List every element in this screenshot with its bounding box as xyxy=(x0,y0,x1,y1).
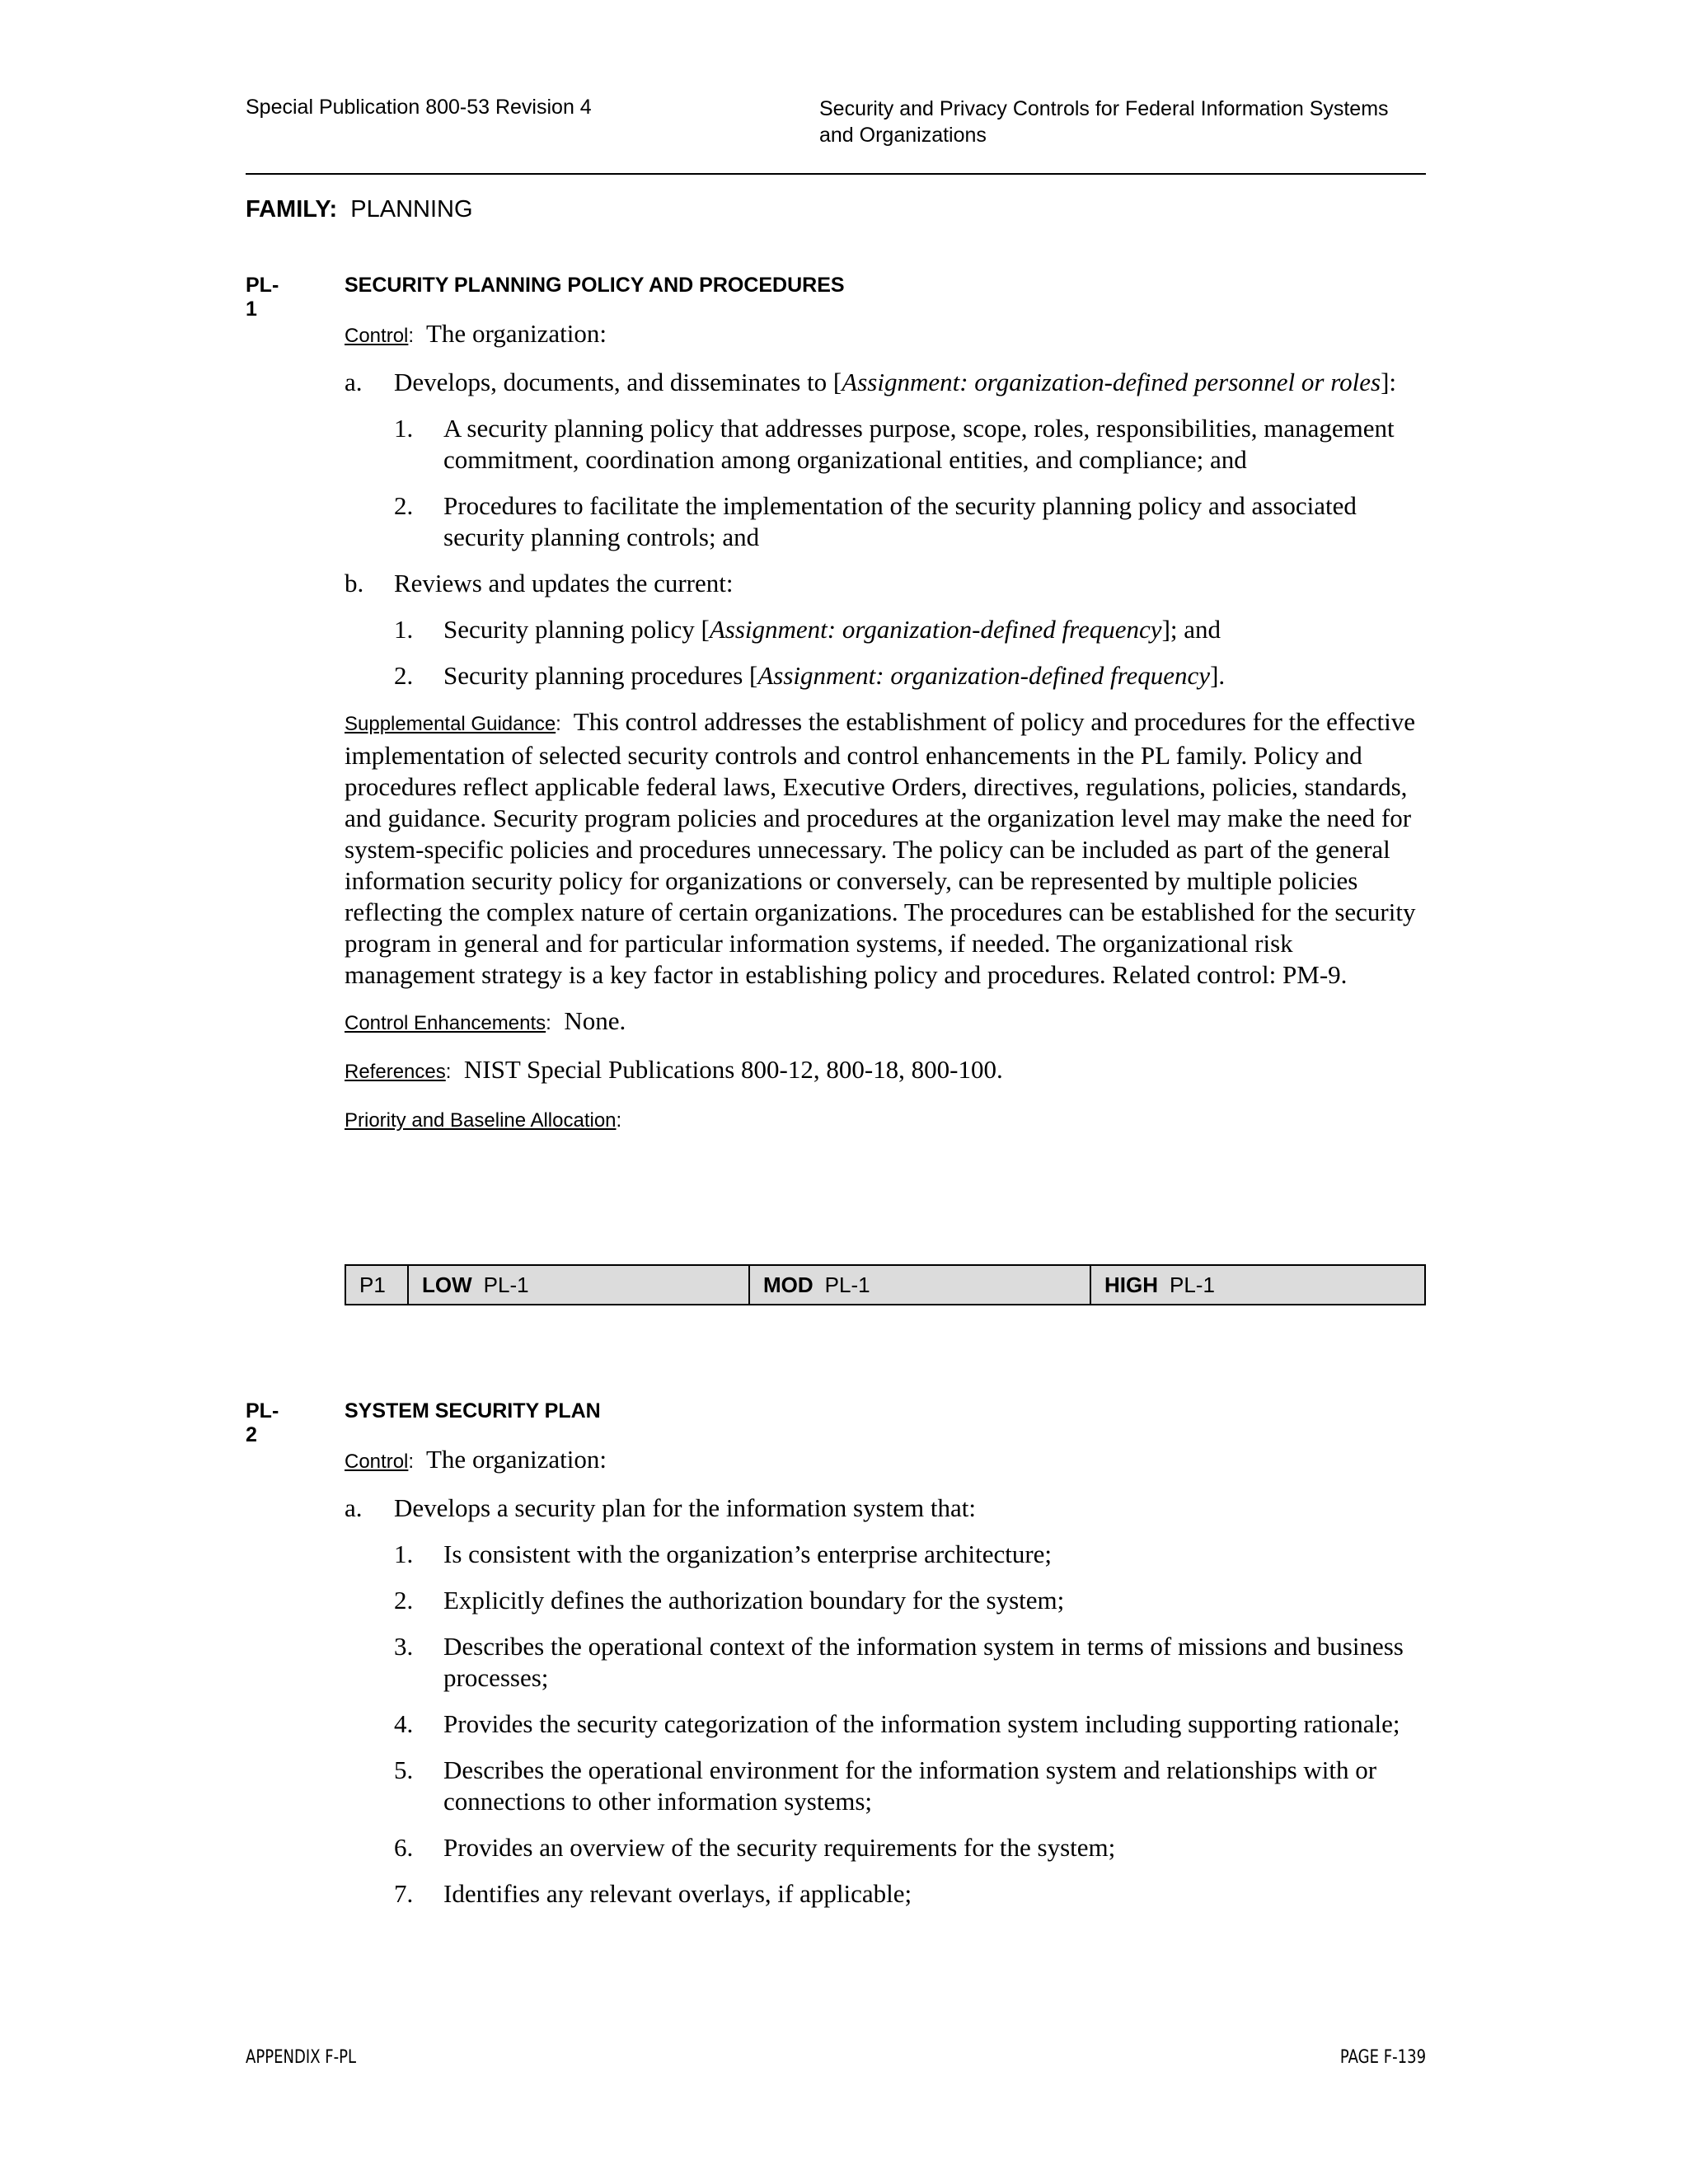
priority-cell xyxy=(346,1266,407,1304)
list-item-b2 xyxy=(345,660,1428,691)
item-text: Identifies any relevant overlays, if applicable; xyxy=(443,1879,912,1908)
footer-appendix: APPENDIX F-PL xyxy=(246,2047,357,2068)
item-text: Procedures to facilitate the implementation of the security planning policy and associated security planning controls; and xyxy=(443,491,1357,551)
list-item-a7 xyxy=(345,1878,1428,1910)
priority-allocation: Priority and Baseline Allocation: xyxy=(345,1109,622,1132)
assignment-text: Assignment: organization-defined frequency xyxy=(709,615,1162,644)
list-item-a xyxy=(345,367,1428,398)
list-item-a xyxy=(345,1493,1428,1524)
mod-baseline-cell xyxy=(748,1266,1090,1304)
list-marker: b. xyxy=(345,569,364,598)
control-body-pl2 xyxy=(345,1444,1428,1910)
enhancements-text: None. xyxy=(564,1006,626,1035)
list-item-a6 xyxy=(345,1832,1428,1863)
item-text: Explicitly defines the authorization boundary for the system; xyxy=(443,1586,1065,1615)
low-label: LOW xyxy=(422,1272,472,1297)
control-id: PL-2 xyxy=(246,1399,279,1446)
list-item-b1 xyxy=(345,614,1428,645)
header-title xyxy=(819,96,1429,148)
control-id: PL-1 xyxy=(246,274,279,321)
list-item-a3 xyxy=(345,1631,1428,1694)
list-marker: a. xyxy=(345,368,363,396)
item-text: Reviews and updates the current: xyxy=(394,569,734,598)
family-value: PLANNING xyxy=(350,196,473,223)
list-marker: a. xyxy=(345,1493,363,1522)
item-text: Develops a security plan for the information system that: xyxy=(394,1493,976,1522)
mod-label: MOD xyxy=(763,1272,814,1297)
control-statement: Control: The organization: xyxy=(345,1445,607,1474)
assignment-text: Assignment: organization-defined frequency xyxy=(757,661,1211,690)
item-text-end: ]: xyxy=(1381,368,1397,396)
item-text: Develops, documents, and disseminates to [ xyxy=(394,368,842,396)
control-label: Control xyxy=(345,1451,409,1473)
family-label: FAMILY: xyxy=(246,196,338,223)
list-item-a4 xyxy=(345,1708,1428,1740)
list-marker: 2. xyxy=(394,1586,414,1615)
supplemental-guidance: Supplemental Guidance: This control addresses the establishment of policy and procedures for the effective implementation of selected security controls and control enhancements in the PL family. Policy and procedures reflect applicable federal laws, Executive Orders, directives, regulations, policies, standards, and guidance. Security program policies and procedures at the organization level may make the need for system-specific policies and procedures unnecessary. The policy can be included as part of the general information security policy for organizations or conversely, can be represented by multiple policies reflecting the complex nature of certain organizations. The procedures can be established for the security program in general and for particular information systems, if needed. The organizational risk management strategy is a key factor in establishing policy and procedures. Related control: PM-9. xyxy=(345,707,1416,989)
item-text: Security planning policy [ xyxy=(443,615,710,644)
item-text: Describes the operational environment for the information system and relationships with or connections to other information systems; xyxy=(443,1755,1377,1816)
family-heading xyxy=(246,196,473,223)
mod-value: PL-1 xyxy=(824,1272,870,1297)
list-item-a2 xyxy=(345,490,1428,553)
references-text: NIST Special Publications 800-12, 800-18, 800-100. xyxy=(463,1055,1003,1084)
item-text: Provides an overview of the security requirements for the system; xyxy=(443,1833,1116,1862)
control-text: The organization: xyxy=(426,1445,607,1474)
list-marker: 4. xyxy=(394,1709,414,1738)
item-text: Security planning procedures [ xyxy=(443,661,758,690)
priority-value: P1 xyxy=(359,1272,386,1297)
list-marker: 2. xyxy=(394,661,414,690)
list-marker: 6. xyxy=(394,1833,414,1862)
list-item-b xyxy=(345,568,1428,599)
header-divider xyxy=(246,173,1426,175)
list-marker: 5. xyxy=(394,1755,414,1784)
list-item-a1 xyxy=(345,413,1428,476)
baseline-allocation-table xyxy=(345,1264,1426,1305)
priority-label: Priority and Baseline Allocation xyxy=(345,1109,617,1132)
control-title: SYSTEM SECURITY PLAN xyxy=(345,1399,601,1422)
list-item-a5 xyxy=(345,1755,1428,1817)
control-enhancements: Control Enhancements: None. xyxy=(345,1006,626,1035)
enhancements-label: Control Enhancements xyxy=(345,1012,546,1034)
item-text: Describes the operational context of the information system in terms of missions and business processes; xyxy=(443,1632,1404,1692)
list-marker: 3. xyxy=(394,1632,414,1661)
list-marker: 7. xyxy=(394,1879,414,1908)
list-marker: 1. xyxy=(394,615,414,644)
list-item-a2 xyxy=(345,1585,1428,1616)
low-baseline-cell xyxy=(407,1266,748,1304)
low-value: PL-1 xyxy=(483,1272,529,1297)
list-item-a1 xyxy=(345,1539,1428,1570)
supplemental-label: Supplemental Guidance xyxy=(345,713,556,735)
item-text: Provides the security categorization of the information system including supporting rationale; xyxy=(443,1709,1400,1738)
control-body-pl1 xyxy=(345,318,1428,1137)
supplemental-text: This control addresses the establishment of policy and procedures for the effective implementation of selected security controls and control enhancements in the PL family. Policy and procedures reflect applicable federal laws, Executive Orders, directives, regulations, policies, standards, and guidance. Security program policies and procedures at the organization level may make the need for system-specific policies and procedures unnecessary. The policy can be included as part of the general information security policy for organizations or conversely, can be represented by multiple policies reflecting the complex nature of certain organizations. The procedures can be established for the security program in general and for particular information systems, if needed. The organizational risk management strategy is a key factor in establishing policy and procedures. Related control: PM-9. xyxy=(345,707,1416,989)
control-title: SECURITY PLANNING POLICY AND PROCEDURES xyxy=(345,274,845,297)
item-text: A security planning policy that addresses purpose, scope, roles, responsibilities, management commitment, coordination among organizational entities, and compliance; and xyxy=(443,414,1395,474)
header-publication: Special Publication 800-53 Revision 4 xyxy=(246,96,592,119)
control-label: Control xyxy=(345,325,409,347)
high-baseline-cell xyxy=(1090,1266,1424,1304)
list-marker: 2. xyxy=(394,491,414,520)
header-title-line2: and Organizations xyxy=(819,124,987,147)
list-marker: 1. xyxy=(394,414,414,443)
footer-page-number: PAGE F-139 xyxy=(1339,2047,1426,2068)
control-statement: Control: The organization: xyxy=(345,319,607,348)
page-header xyxy=(246,96,1424,175)
references-label: References xyxy=(345,1061,446,1083)
assignment-text: Assignment: organization-defined personnel or roles xyxy=(842,368,1381,396)
item-text-end: ]. xyxy=(1210,661,1226,690)
header-title-line1: Security and Privacy Controls for Federal Information Systems xyxy=(819,97,1389,120)
item-text-end: ]; and xyxy=(1161,615,1221,644)
list-marker: 1. xyxy=(394,1540,414,1568)
control-text: The organization: xyxy=(426,319,607,348)
high-value: PL-1 xyxy=(1170,1272,1215,1297)
item-text: Is consistent with the organization’s enterprise architecture; xyxy=(443,1540,1053,1568)
high-label: HIGH xyxy=(1104,1272,1158,1297)
references: References: NIST Special Publications 800-12, 800-18, 800-100. xyxy=(345,1055,1003,1084)
